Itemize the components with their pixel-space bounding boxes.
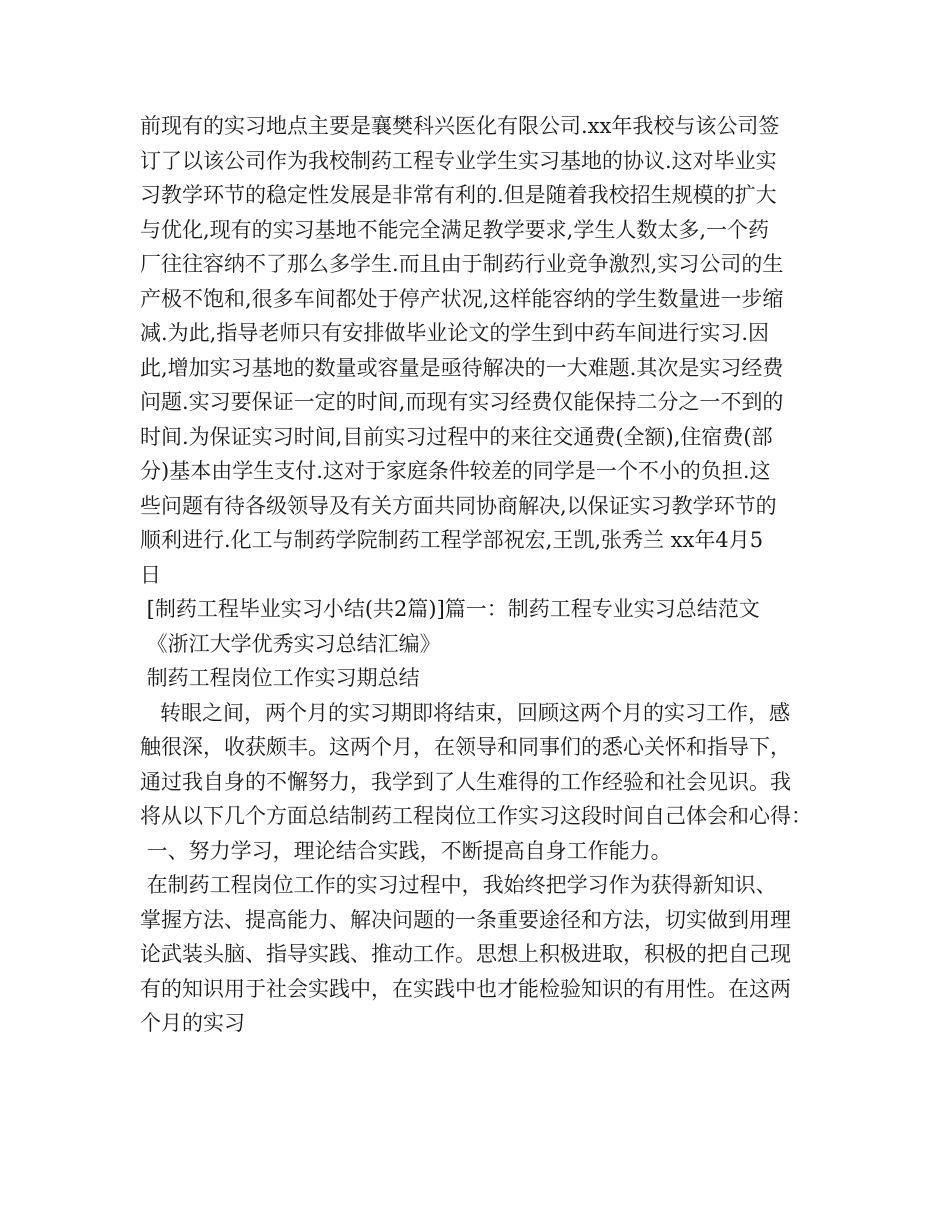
text-line: 时间.为保证实习时间,目前实习过程中的来往交通费(全额),住宿费(部	[140, 425, 773, 449]
text-line: 些问题有待各级领导及有关方面共同协商解决,以保证实习教学环节的	[140, 494, 777, 518]
text-line: 掌握方法、提高能力、解决问题的一条重要途径和方法，切实做到用理	[140, 908, 791, 932]
text-line: 厂往往容纳不了那么多学生.而且由于制药行业竞争激烈,实习公司的生	[140, 252, 784, 276]
text-line: 前现有的实习地点主要是襄樊科兴医化有限公司.xx年我校与该公司签	[140, 114, 780, 138]
subsection-heading: 一、努力学习，理论结合实践，不断提高自身工作能力。	[140, 839, 672, 863]
text-line: 产极不饱和,很多车间都处于停产状况,这样能容纳的学生数量进一步缩	[140, 287, 784, 311]
text-line: 订了以该公司作为我校制药工程专业学生实习基地的协议.这对毕业实	[140, 149, 777, 173]
text-line: 分)基本由学生支付.这对于家庭条件较差的同学是一个不小的负担.这	[140, 459, 771, 483]
text-line: 顺利进行.化工与制药学院制药工程学部祝宏,王凯,张秀兰 xx年4月5	[140, 528, 764, 552]
text-line: 日	[140, 563, 161, 587]
text-line: 论武装头脑、指导实践、推动工作。思想上积极进取，积极的把自己现	[140, 942, 791, 966]
text-line: 转眼之间，两个月的实习期即将结束，回顾这两个月的实习工作，感	[140, 701, 791, 725]
section-heading: 制药工程岗位工作实习期总结	[140, 666, 420, 690]
text-line: 在制药工程岗位工作的实习过程中，我始终把学习作为获得新知识、	[140, 873, 777, 897]
text-line: 减.为此,指导老师只有安排做毕业论文的学生到中药车间进行实习.因	[140, 321, 770, 345]
text-line: 问题.实习要保证一定的时间,而现有实习经费仅能保持二分之一不到的	[140, 390, 784, 414]
text-line: 此,增加实习基地的数量或容量是亟待解决的一大难题.其次是实习经费	[140, 356, 784, 380]
section-heading: 《浙江大学优秀实习总结汇编》	[140, 632, 441, 656]
text-line: 通过我自身的不懈努力，我学到了人生难得的工作经验和社会见识。我	[140, 770, 791, 794]
text-line: 个月的实习	[140, 1011, 245, 1035]
section-heading: [制药工程毕业实习小结(共2篇)]篇一：制药工程专业实习总结范文	[140, 597, 760, 621]
text-line: 将从以下几个方面总结制药工程岗位工作实习这段时间自己体会和心得：	[140, 804, 812, 828]
text-line: 有的知识用于社会实践中，在实践中也才能检验知识的有用性。在这两	[140, 977, 791, 1001]
text-line: 触很深，收获颇丰。这两个月，在领导和同事们的悉心关怀和指导下，	[140, 735, 791, 759]
text-line: 习教学环节的稳定性发展是非常有利的.但是随着我校招生规模的扩大	[140, 183, 777, 207]
text-line: 与优化,现有的实习基地不能完全满足教学要求,学生人数太多,一个药	[140, 218, 770, 242]
